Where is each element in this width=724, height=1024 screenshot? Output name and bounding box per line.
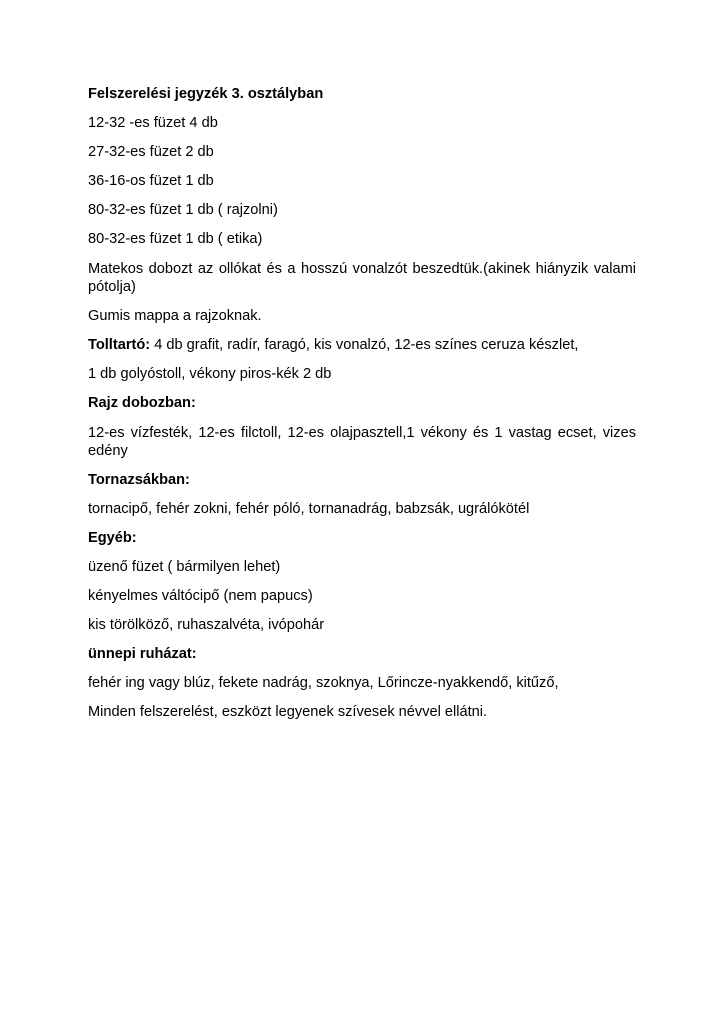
list-item: 80-32-es füzet 1 db ( etika) [88,231,263,247]
document-title: Felszerelési jegyzék 3. osztályban [88,86,324,102]
list-item: kis törölköző, ruhaszalvéta, ivópohár [88,617,325,633]
rajz-heading: Rajz dobozban: [88,395,196,411]
unnepi-heading: ünnepi ruházat: [88,646,197,662]
list-item: kényelmes váltócipő (nem papucs) [88,588,313,604]
list-item: üzenő füzet ( bármilyen lehet) [88,559,281,575]
tolltarto-line-2: 1 db golyóstoll, vékony piros-kék 2 db [88,366,332,382]
unnepi-text: fehér ing vagy blúz, fekete nadrág, szoknya, Lőrincze-nyakkendő, kitűző, [88,675,559,691]
list-item: 36-16-os füzet 1 db [88,173,214,189]
egyeb-heading: Egyéb: [88,530,137,546]
torna-text: tornacipő, fehér zokni, fehér póló, tornanadrág, babzsák, ugrálókötél [88,501,530,517]
gumis-line: Gumis mappa a rajzoknak. [88,308,262,324]
torna-heading: Tornazsákban: [88,472,190,488]
list-item: 27-32-es füzet 2 db [88,144,214,160]
tolltarto-text: 4 db grafit, radír, faragó, kis vonalzó, 12-es színes ceruza készlet, [150,337,579,353]
matekos-paragraph: Matekos dobozt az ollókat és a hosszú vonalzót beszedtük.(akinek hiányzik valami pótolja) [88,261,636,295]
tolltarto-line [88,337,636,354]
document-body [88,86,636,733]
list-item: 12-32 -es füzet 4 db [88,115,218,131]
closing-line: Minden felszerelést, eszközt legyenek szívesek névvel ellátni. [88,704,488,720]
tolltarto-label: Tolltartó: [88,337,151,353]
list-item: 80-32-es füzet 1 db ( rajzolni) [88,202,278,218]
rajz-paragraph: 12-es vízfesték, 12-es filctoll, 12-es olajpasztell,1 vékony és 1 vastag ecset, vizes edény [88,425,636,459]
